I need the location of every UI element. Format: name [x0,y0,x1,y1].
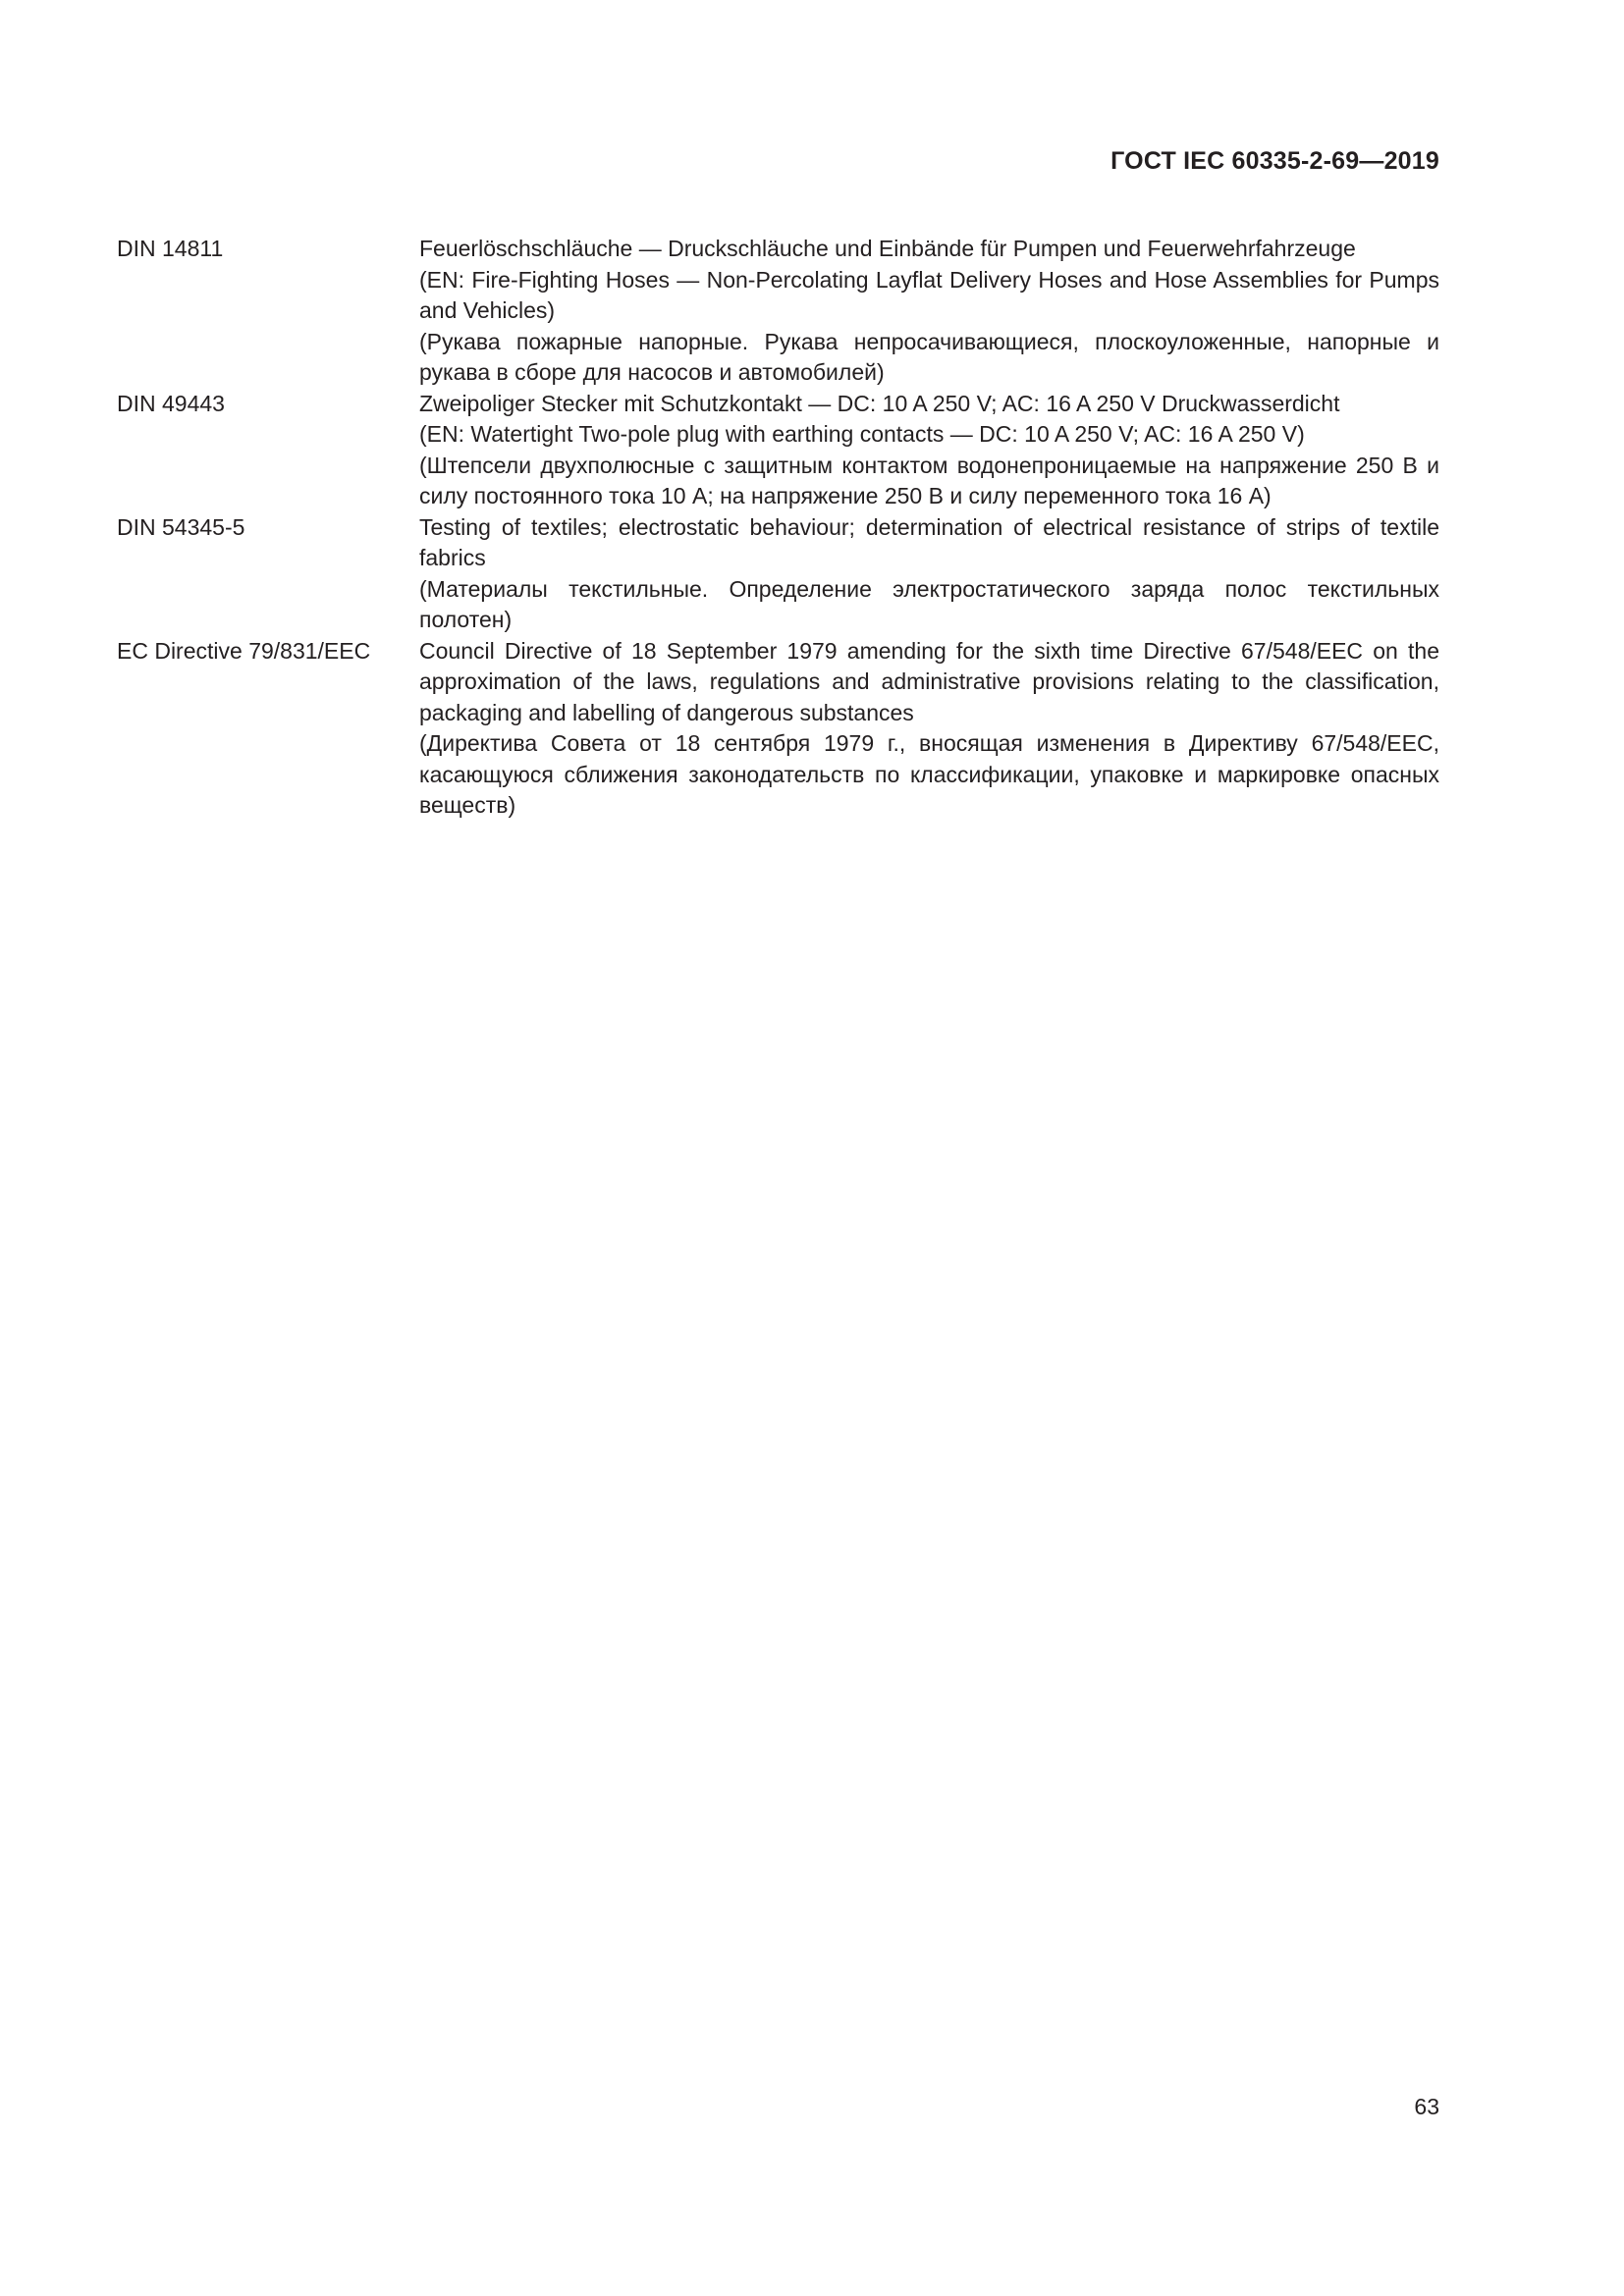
reference-title-original: Zweipoliger Stecker mit Schutzkontakt — DC: 10 A 250 V; AC: 16 A 250 V Druckwasserdicht [419,390,1340,416]
reference-row [117,389,1439,512]
reference-title-russian: (Штепсели двухполюсные с защитным контактом водонепроницаемые на напряжение 250 В и силу постоянного тока 10 А; на напряжение 250 В и силу переменного тока 16 А) [419,452,1439,508]
reference-title-english: (EN: Fire-Fighting Hoses — Non-Percolating Layflat Delivery Hoses and Hose Assemblies for Pumps and Vehicles) [419,266,1439,323]
reference-description [419,234,1439,389]
reference-title-original: Feuerlöschschläuche — Druckschläuche und Einbände für Pumpen und Feuerwehrfahrzeuge [419,236,1356,261]
reference-description [419,636,1439,822]
document-header: ГОСТ IEC 60335-2-69—2019 [1110,147,1439,175]
reference-row [117,234,1439,389]
reference-title-original: Testing of textiles; electrostatic behaviour; determination of electrical resistance of strips of textile fabrics [419,513,1439,570]
reference-title-russian: (Рукава пожарные напорные. Рукава непросачивающиеся, плоскоуложенные, напорные и рукава в сборе для насосов и автомобилей) [419,328,1439,385]
reference-title-english: (EN: Watertight Two-pole plug with earthing contacts — DC: 10 A 250 V; AC: 16 A 250 V) [419,421,1305,447]
page-number: 63 [1414,2094,1439,2119]
reference-row [117,512,1439,636]
reference-code: DIN 49443 [117,390,225,416]
reference-code: EC Directive 79/831/EEC [117,637,371,664]
reference-row [117,636,1439,822]
reference-code: DIN 14811 [117,236,224,261]
reference-description [419,512,1439,636]
reference-title-russian: (Материалы текстильные. Определение электростатического заряда полос текстильных полотен) [419,575,1439,632]
reference-title-russian: (Директива Совета от 18 сентября 1979 г., вносящая изменения в Директиву 67/548/EEC, касающуюся сближения законодательств по классификации, упаковке и маркировке опасных веществ) [419,730,1439,818]
reference-title-original: Council Directive of 18 September 1979 amending for the sixth time Directive 67/548/EEC on the approximation of the laws, regulations and administrative provisions relating to the classification, packaging and labelling of dangerous substances [419,637,1439,725]
reference-description [419,389,1439,512]
references-list [117,234,1439,822]
reference-code: DIN 54345-5 [117,513,245,540]
